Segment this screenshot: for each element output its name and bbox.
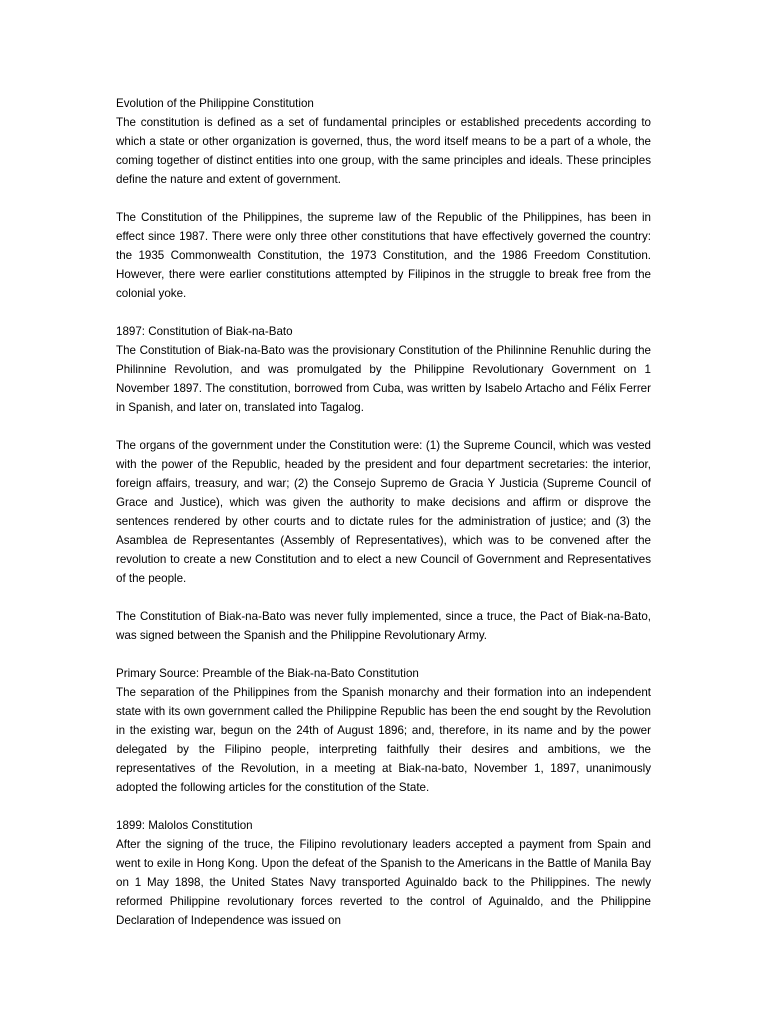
paragraph-gap [116,189,651,208]
paragraph-gap [116,588,651,607]
paragraph-gap [116,417,651,436]
section-heading-1899: 1899: Malolos Constitution [116,819,253,832]
paragraph-gap [116,303,651,322]
malolos-paragraph: After the signing of the truce, the Filipino revolutionary leaders accepted a payment from Spain and went to exile in Hong Kong. Upon the defeat of the Spanish to the Americans in the Battle of Manila Bay on 1 May 1898, the United States Navy transported Aguinaldo back to the Philippines. The newly reformed Philippine revolutionary forces reverted to the control of Aguinaldo, and the Philippine Declaration of Independence was issued on [116,838,651,927]
preamble-paragraph: The separation of the Philippines from the Spanish monarchy and their formation into an independent state with its own government called the Philippine Republic has been the end sought by the Revolution in the existing war, begun on the 24th of August 1896; and, therefore, in its name and by the power delegated by the Filipino people, interpreting faithfully their desires and ambitions, we the representatives of the Revolution, in a meeting at Biak-na-bato, November 1, 1897, unanimously adopted the following articles for the constitution of the State. [116,686,651,794]
intro-paragraph: The constitution is defined as a set of fundamental principles or established precedents according to which a state or other organization is governed, thus, the word itself means to be a part of a whole, the coming together of distinct entities into one group, with the same principles and ideals. These principles define the nature and extent of government. [116,116,651,186]
section-heading-preamble: Primary Source: Preamble of the Biak-na-Bato Constitution [116,667,419,680]
document-title: Evolution of the Philippine Constitution [116,97,314,110]
biak-na-bato-paragraph-3: The Constitution of Biak-na-Bato was never fully implemented, since a truce, the Pact of Biak-na-Bato, was signed between the Spanish and the Philippine Revolutionary Army. [116,610,651,642]
biak-na-bato-paragraph-1: The Constitution of Biak-na-Bato was the provisionary Constitution of the Philinnine Renuhlic during the Philinnine Revolution, and was promulgated by the Philippine Revolutionary Government on 1 November 1897. The constitution, borrowed from Cuba, was written by Isabelo Artacho and Félix Ferrer in Spanish, and later on, translated into Tagalog. [116,344,651,414]
document-page [116,94,651,930]
section-heading-1897: 1897: Constitution of Biak-na-Bato [116,325,293,338]
paragraph-gap [116,797,651,816]
paragraph-gap [116,645,651,664]
current-constitution-paragraph: The Constitution of the Philippines, the supreme law of the Republic of the Philippines, has been in effect since 1987. There were only three other constitutions that have effectively governed the country: the 1935 Commonwealth Constitution, the 1973 Constitution, and the 1986 Freedom Constitution. However, there were earlier constitutions attempted by Filipinos in the struggle to break free from the colonial yoke. [116,211,651,300]
biak-na-bato-paragraph-2: The organs of the government under the Constitution were: (1) the Supreme Council, which was vested with the power of the Republic, headed by the president and four department secretaries: the interior, foreign affairs, treasury, and war; (2) the Consejo Supremo de Gracia Y Justicia (Supreme Council of Grace and Justice), which was given the authority to make decisions and affirm or disprove the sentences rendered by other courts and to dictate rules for the administration of justice; and (3) the Asamblea de Representantes (Assembly of Representatives), which was to be convened after the revolution to create a new Constitution and to elect a new Council of Government and Representatives of the people. [116,439,651,585]
